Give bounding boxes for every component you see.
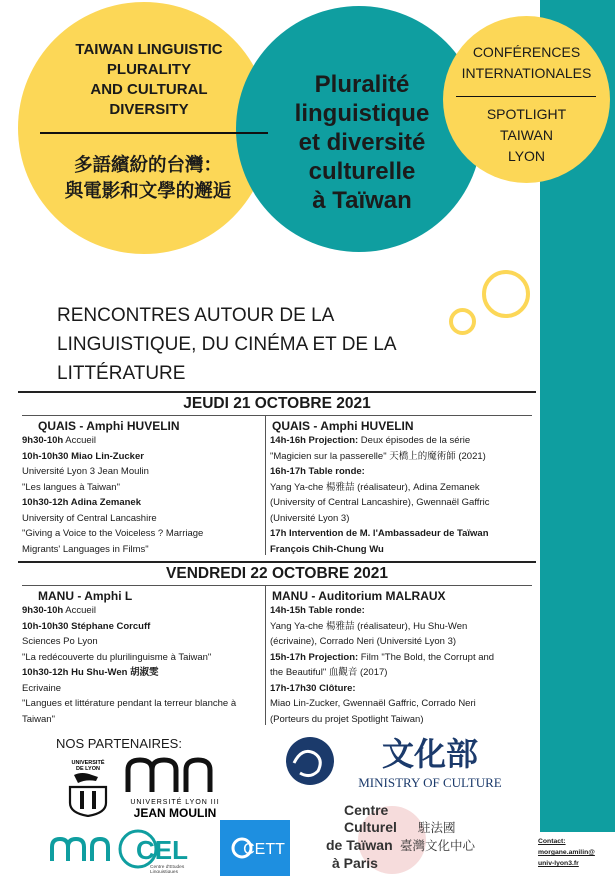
ministry-of-culture-logo (280, 733, 520, 793)
program-line: 15h-17h Projection: Film "The Bold, the Corrupt and (270, 651, 495, 663)
badge-divider (456, 96, 596, 97)
program-line: François Chih-Chung Wu (270, 543, 384, 555)
partners-label: NOS PARTENAIRES: (56, 736, 182, 751)
day1-left-program (22, 433, 262, 557)
intro-heading (57, 301, 437, 388)
day2-left-venue: MANU - Amphi L (38, 589, 133, 603)
cel-logo-text: CEL (136, 835, 188, 865)
program-line: (Université Lyon 3) (270, 512, 350, 524)
day2-section (18, 561, 536, 726)
um-logo-subtext: UNIVERSITÉ LYON III (130, 799, 220, 806)
english-title (45, 40, 253, 120)
intro-line: RENCONTRES AUTOUR DE LA (57, 305, 335, 326)
chinese-title-line: 與電影和文學的邂逅 (64, 180, 232, 201)
um-logo-name: JEAN MOULIN (133, 806, 217, 820)
day2-right-program (270, 603, 532, 727)
cel-logo-subtext: Centre d'Etudes (150, 865, 185, 870)
program-line: (University of Central Lancashire), Gwennaël Gaffric (270, 497, 490, 508)
day2-right-venue: MANU - Auditorium MALRAUX (272, 589, 446, 603)
intro-line: LINGUISTIQUE, DU CINÉMA ET DE LA (57, 334, 397, 355)
program-line: "La redécouverte du plurilinguisme à Taiwan" (22, 651, 212, 663)
program-line: 9h30-10h Accueil (22, 605, 96, 616)
english-title-line: DIVERSITY (109, 101, 189, 118)
day2-title: VENDREDI 22 OCTOBRE 2021 (166, 565, 388, 582)
conferences-line: INTERNATIONALES (461, 65, 592, 81)
decorative-ring-large (482, 270, 530, 318)
program-line: University of Central Lancashire (22, 512, 157, 524)
day1-section (18, 391, 536, 559)
cett-logo (220, 820, 290, 876)
contact-label: Contact: (538, 838, 566, 845)
shield-icon (70, 787, 106, 816)
chinese-title (28, 152, 268, 204)
spotlight-line: TAIWAN (500, 127, 553, 143)
chinese-title-line: 多語繽紛的台灣： (73, 154, 222, 175)
cc-logo-text: de Taïwan (326, 837, 393, 853)
jm-mark-icon (52, 839, 108, 861)
program-line: Yang Ya-che 楊雅喆 (réalisateur), Hu Shu-Wen (270, 620, 468, 632)
spotlight-line: SPOTLIGHT (486, 106, 567, 122)
intro-line: LITTÉRATURE (57, 363, 186, 384)
cc-logo-text: Centre (344, 802, 389, 818)
contact-email-line[interactable]: univ-lyon3.fr (538, 860, 579, 867)
shield-bar (92, 791, 96, 809)
program-line: 10h-10h30 Miao Lin-Zucker (22, 450, 144, 462)
column-divider (265, 585, 266, 725)
lion-icon (74, 773, 98, 783)
shield-bar (80, 791, 84, 809)
program-line: (Porteurs du projet Spotlight Taiwan) (270, 713, 424, 725)
cc-chinese-bottom: 臺灣文化中心 (400, 838, 476, 853)
cel-logo (48, 825, 208, 873)
english-title-line: PLURALITY (106, 61, 192, 78)
program-line: 17h Intervention de M. l'Ambassadeur de Taïwan (270, 528, 489, 539)
jean-moulin-logo (120, 756, 230, 820)
program-line: "Magicien sur la passerelle" 天橋上的魔術師 (2021) (270, 450, 486, 462)
program-line: Yang Ya-che 楊雅喆 (réalisateur), Adina Zemanek (270, 481, 480, 493)
program-line: Ecrivaine (22, 682, 62, 694)
day2-left-program (22, 603, 262, 727)
day1-right-venue: QUAIS - Amphi HUVELIN (272, 419, 414, 433)
moc-chinese-name: 文化部 (381, 735, 479, 773)
program-line: 14h-16h Projection: Deux épisodes de la série (270, 435, 471, 446)
french-title-line: culturelle (308, 158, 416, 185)
centre-culturel-logo (322, 800, 512, 876)
french-title (262, 70, 462, 215)
day-divider (22, 415, 532, 416)
program-line: the Beautiful" 血觀音 (2017) (270, 667, 388, 678)
moc-emblem-icon (286, 737, 334, 785)
program-line: 10h-10h30 Stéphane Corcuff (22, 620, 151, 632)
french-title-line: et diversité (298, 129, 426, 156)
spotlight-label (449, 104, 604, 167)
cc-logo-text: à Paris (332, 855, 378, 871)
program-line: 10h30-12h Hu Shu-Wen 胡淑雯 (22, 667, 159, 678)
program-line: Université Lyon 3 Jean Moulin (22, 466, 149, 477)
day1-left-venue: QUAIS - Amphi HUVELIN (38, 419, 180, 433)
column-divider (265, 415, 266, 555)
program-line: Migrants' Languages in Films" (22, 543, 149, 555)
program-line: 10h30-12h Adina Zemanek (22, 497, 141, 508)
french-title-line: linguistique (294, 100, 430, 127)
program-line: Miao Lin-Zucker, Gwennaël Gaffric, Corrado Neri (270, 698, 476, 709)
universite-de-lyon-logo (62, 757, 114, 817)
spotlight-line: LYON (507, 148, 546, 164)
conferences-label (449, 42, 604, 84)
english-title-line: TAIWAN LINGUISTIC (75, 41, 223, 58)
cett-mark (220, 820, 290, 876)
decorative-ring-small (449, 308, 476, 335)
cc-logo-text: Culturel (344, 819, 397, 835)
cel-logo-subtext: Linguistiques (150, 870, 179, 873)
moc-english-name: MINISTRY OF CULTURE (358, 775, 502, 790)
program-line: "Langues et littérature pendant la terreur blanche à (22, 698, 237, 709)
day1-title: JEUDI 21 OCTOBRE 2021 (183, 395, 371, 412)
cc-chinese-top: 駐法國 (418, 820, 456, 835)
program-line: 16h-17h Table ronde: (270, 466, 365, 477)
program-line: Taiwan" (22, 713, 55, 725)
lyon-logo-text: DE LYON (76, 766, 100, 772)
program-line: "Giving a Voice to the Voiceless ? Marriage (22, 528, 204, 539)
lyon-logo-text: UNIVERSITÉ (71, 760, 105, 766)
program-line: 17h-17h30 Clôture: (270, 682, 356, 694)
program-line: 14h-15h Table ronde: (270, 605, 365, 616)
contact-block (538, 836, 615, 869)
title-divider (40, 132, 268, 134)
cett-logo-text: CETT (243, 841, 285, 858)
day-divider (22, 585, 532, 586)
program-line: 9h30-10h Accueil (22, 435, 96, 446)
contact-email-line[interactable]: morgane.amilin@ (538, 849, 595, 856)
program-line: (écrivaine), Corrado Neri (Université Lyon 3) (270, 636, 457, 647)
program-line: "Les langues à Taiwan" (22, 481, 120, 493)
french-title-line: à Taïwan (312, 187, 412, 214)
french-title-line: Pluralité (314, 71, 410, 98)
day1-right-program (270, 433, 532, 557)
jm-mark-icon (186, 760, 210, 792)
conferences-line: CONFÉRENCES (472, 44, 581, 60)
english-title-line: AND CULTURAL (90, 81, 208, 98)
jm-mark-icon (128, 760, 176, 792)
program-line: Sciences Po Lyon (22, 636, 98, 647)
